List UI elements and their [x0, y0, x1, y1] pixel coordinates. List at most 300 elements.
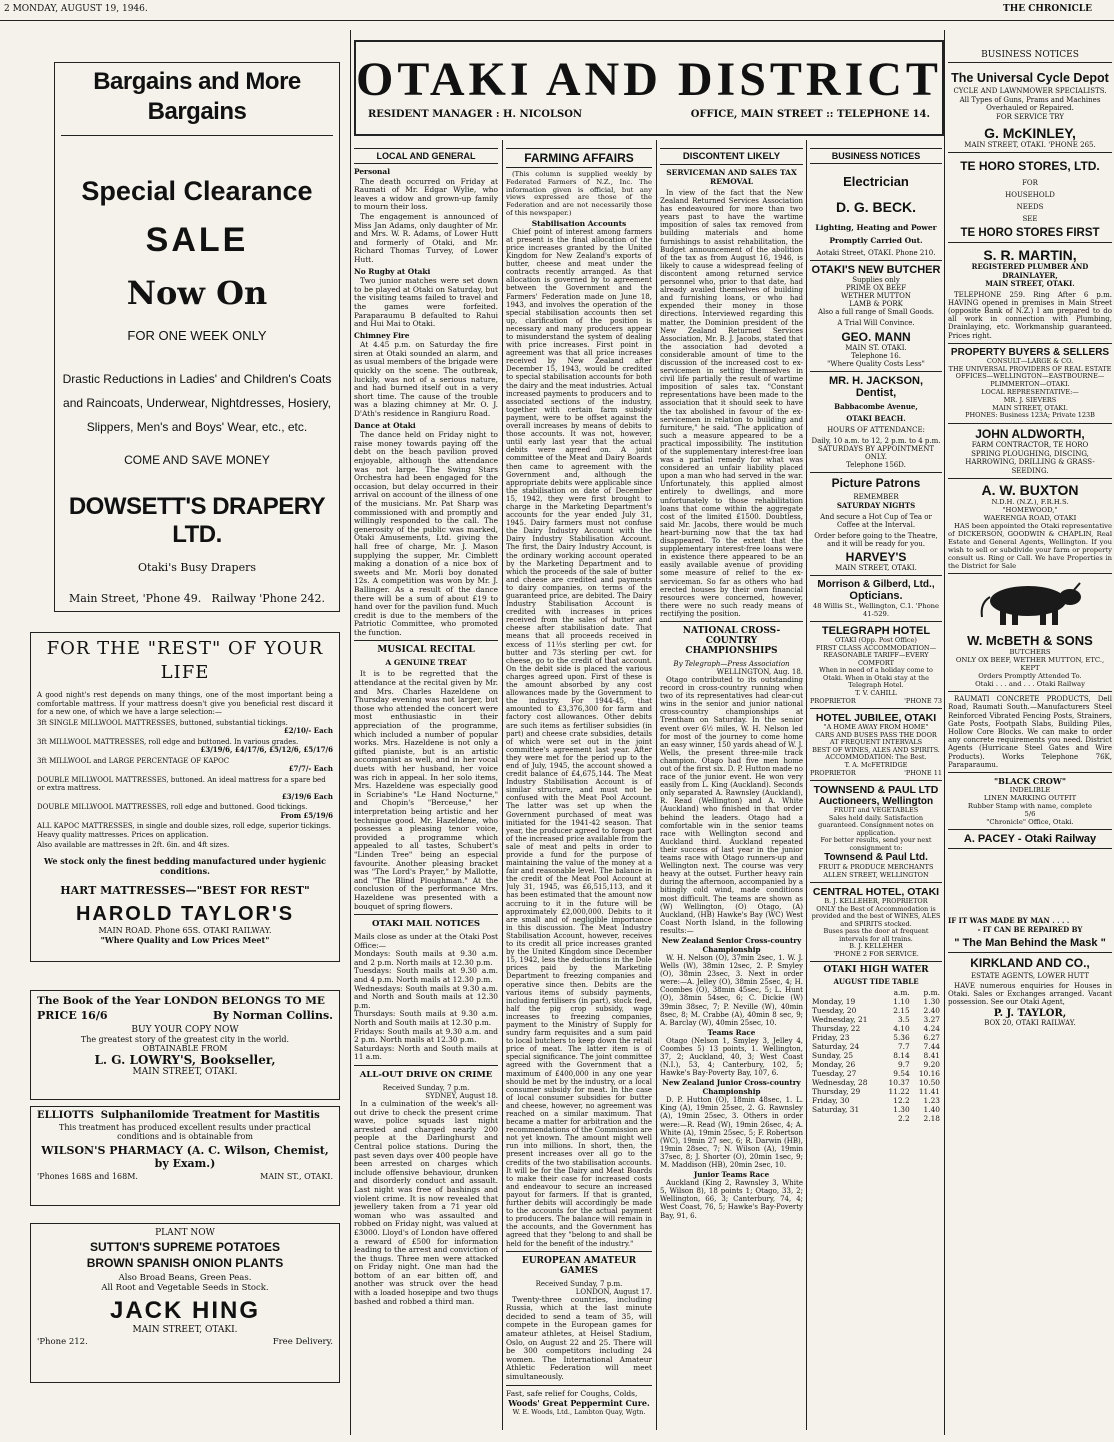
tide-am: 1.10: [893, 997, 910, 1006]
local-subhead: Dance at Otaki: [354, 420, 416, 430]
tide-pm: 2.18: [923, 1114, 940, 1123]
martin-line: MAIN STREET, OTAKI.: [985, 279, 1075, 288]
col-rule-1: [350, 30, 351, 1435]
jubilee-lines: [810, 724, 942, 769]
teams-heading: Teams Race: [707, 1027, 756, 1037]
woods-line1: Fast, safe relief for Coughs, Colds,: [506, 1388, 638, 1398]
crime-received: Received Sunday, 7 p.m.: [382, 1084, 470, 1092]
jubilee-line: T. A. McFETRIDGE: [844, 760, 908, 769]
euro-body: Twenty-three countries, including Russia, which at the last minute decided to send a team of 35, will compete in the European games for amateur athletes, at Heisel Stadium, Oslo, on August 22 and 25. There will be 300 competitors including 24 women. The International Amateur Athletic Federation will meet simultaneously.: [506, 1294, 652, 1381]
tehoro-line: FOR: [1022, 179, 1038, 187]
mattress-item-price: £3/19/6 Each: [281, 791, 333, 801]
euro-received: Received Sunday, 7 p.m.: [535, 1279, 623, 1288]
townsend-line: Sales held daily. Satisfaction guaranteed. Consignment notes on application.: [818, 813, 934, 837]
tide-pm: 7.44: [923, 1042, 940, 1051]
tide-day: Thursday, 22: [812, 1024, 861, 1033]
central-lines: [810, 898, 942, 958]
hing-line1: SUTTON'S SUPREME POTATOES: [90, 1240, 280, 1254]
central-line: 'PHONE 2 FOR SERVICE.: [833, 949, 919, 958]
col-rule-5: [944, 30, 945, 1435]
property-line: OFFICES—WELLINGTON—EASTBOURNE—PLIMMERTON—OTAKI.: [955, 372, 1105, 389]
central-line: Buses pass the door at frequent intervals for all trains.: [823, 927, 929, 943]
harvey-addr: MAIN STREET, OTAKI.: [835, 564, 917, 572]
butcher-line: WETHER MUTTON: [840, 292, 912, 300]
jackson-addr: Babbacombe Avenue,: [834, 402, 918, 411]
tide-day: Tuesday, 20: [812, 1006, 857, 1015]
martin-line: REGISTERED PLUMBER AND DRAINLAYER,: [971, 262, 1089, 280]
tide-am: 7.7: [897, 1042, 910, 1051]
tehoro-lines: [948, 177, 1112, 225]
mcbeth-lines: [948, 648, 1112, 688]
crime-heading: ALL-OUT DRIVE ON CRIME: [359, 1070, 493, 1080]
beck-name: D. G. BECK.: [835, 199, 917, 215]
crow-line: INDELIBLE: [1009, 785, 1051, 794]
jubilee-line: "A HOME AWAY FROM HOME": [823, 723, 929, 731]
aldworth-name: JOHN ALDWORTH,: [975, 427, 1085, 442]
order-before: Order before going to the Theatre, and it will be ready for you.: [814, 532, 938, 548]
masthead-title: OTAKI AND DISTRICT: [356, 53, 942, 106]
local-subhead: Personal: [354, 167, 391, 176]
morrison-addr: 48 Willis St., Wellington, C.1. 'Phone 41-529.: [812, 602, 940, 618]
ncc-senior-sub: New Zealand Senior Cross-country Championship: [661, 935, 802, 954]
hing-phone: 'Phone 212.: [37, 1337, 88, 1347]
tide-am: 2.15: [893, 1006, 910, 1015]
cycle-depot: The Universal Cycle Depot: [951, 71, 1109, 85]
townsend-name: TOWNSEND & PAUL LTD: [813, 784, 939, 796]
tide-row: [810, 1015, 942, 1024]
mattress-item-price: £3/19/6, £4/17/6, £5/12/6, £5/17/6: [200, 745, 333, 754]
telegraph-line: OTAKI (Opp. Post Office): [835, 636, 917, 644]
junior-teams-heading: Junior Teams Race: [693, 1170, 770, 1180]
mann-name: GEO. MANN: [841, 330, 911, 344]
hart-mattresses: HART MATTRESSES—"BEST FOR REST": [60, 883, 310, 897]
mcbeth-line: Otaki . . . and . . . Otaki Railway: [975, 680, 1085, 689]
townsend-auct: Auctioneers, Wellington: [818, 796, 934, 807]
taylor-stock: We stock only the finest bedding manufactured under hygienic conditions.: [44, 855, 326, 876]
woods-line2: Woods' Great Peppermint Cure.: [508, 1397, 650, 1408]
beck-addr: Aotaki Street, OTAKI. Phone 210.: [816, 249, 936, 257]
central-line: B. J. KELLEHER: [849, 942, 903, 950]
lowry-obtain: OBTAINABLE FROM: [142, 1044, 228, 1053]
mattress-item: [37, 803, 333, 820]
tehoro-line: HOUSEHOLD: [1005, 191, 1055, 199]
tide-pm-header: p.m.: [923, 988, 940, 997]
tide-pm: 1.30: [923, 997, 940, 1006]
crow-line: 5/6: [1024, 809, 1036, 818]
tide-day: Monday, 26: [812, 1060, 856, 1069]
tide-am: 10.37: [888, 1078, 910, 1087]
opticians: Opticians.: [849, 590, 903, 602]
property-heading: PROPERTY BUYERS & SELLERS: [950, 346, 1110, 358]
discontent-column: [660, 148, 803, 1438]
lowry-greatest: The greatest story of the greatest city in the world.: [80, 1035, 290, 1044]
tide-row: [810, 1006, 942, 1015]
mcbeth-line: ONLY OX BEEF, WETHER MUTTON, ETC., KEPT: [955, 656, 1105, 673]
tide-am-header: a.m.: [893, 988, 910, 997]
lowry-ad: [30, 990, 340, 1100]
butcher-line: PRIME OX BEEF: [845, 284, 907, 292]
local-paragraph: Two junior matches were set down to be played at Otaki on Saturday, but the visiting teams failed to travel and the games were forfeited. Paraparaumu B defaulted to Rahui and Hui Mai to Otaki.: [354, 276, 498, 329]
hours-sat: SATURDAYS BY APPOINTMENT ONLY.: [817, 445, 935, 461]
elliotts: ELLIOTTS: [37, 1110, 94, 1121]
tide-am: 11.22: [888, 1087, 910, 1096]
mattress-item-text: DOUBLE MILLWOOL MATTRESSES, roll edge and buttoned. Good tickings.: [37, 803, 308, 811]
farming-heading: FARMING AFFAIRS: [506, 148, 652, 168]
mattress-item-price: £7/7/- Each: [288, 764, 333, 773]
tide-day: Sunday, 25: [812, 1051, 854, 1060]
resident-manager: RESIDENT MANAGER : H. NICOLSON: [368, 109, 583, 120]
mattress-item: [37, 776, 333, 802]
tide-pm: 3.27: [923, 1015, 940, 1024]
tide-day: Wednesday, 21: [812, 1015, 868, 1024]
taylor-intro: A good night's rest depends on many things, one of the most important being a comfortable mattress. If your mattress doesn't give you beneficial rest discard it for a new one, of which we have a large selection:—: [37, 691, 333, 716]
tehoro-line: NEEDS: [1016, 203, 1044, 211]
mattress-item-text: Also available are mattresses in 2ft. 6in. and 4ft sizes.: [37, 841, 230, 849]
mattress-item: [37, 757, 333, 774]
tide-pm: 6.27: [923, 1033, 940, 1042]
tide-row: [810, 1069, 942, 1078]
beck-prompt: Promptly Carried Out.: [829, 236, 923, 245]
dowsett-name: DOWSETT'S DRAPERY LTD.: [68, 493, 326, 548]
taylor-ad: [30, 632, 340, 962]
local-subhead: No Rugby at Otaki: [354, 266, 431, 276]
taylor-items: [37, 719, 333, 850]
tide-pm: 11.41: [918, 1087, 940, 1096]
tide-table: [810, 988, 942, 1123]
kirkland-body: HAVE numerous enquiries for Houses in Otaki. Sales or Exchanges arranged. Vacant possession. See our Otaki Agent,: [948, 981, 1112, 1007]
tide-row: [810, 1042, 942, 1051]
telegraph-lines: [810, 637, 942, 697]
townsend-line: For better results, send your next consignment to:: [820, 836, 932, 852]
mattress-item-price: From £5/19/6: [280, 810, 333, 820]
discontent-heading: DISCONTENT LIKELY: [660, 148, 803, 165]
tide-row: [810, 1024, 942, 1033]
tide-row: [810, 1033, 942, 1042]
tide-am: 9.54: [893, 1069, 910, 1078]
martin-body: TELEPHONE 259. Ring After 6 p.m. HAVING opened in premises in Main Street (opposite Bank of N.Z.) I am prepared to do all work in connection with Plumbing, Drainlaying, etc. Workmanship guaranteed. Prices right.: [948, 290, 1112, 340]
telegraph-line: T. V. CAHILL: [855, 688, 897, 697]
mattress-item-text: 3ft SINGLE MILLWOOL MATTRESSES, buttoned, substantial tickings.: [37, 718, 288, 727]
jackson-tel: Telephone 156D.: [846, 461, 906, 469]
local-paragraph: The engagement is announced of Miss Jan Adams, only daughter of Mr. and Mrs. W. R. Adams, of Lower Hutt and formerly of Otaki, and Mr. Richard Thomas Turvey, of Lower Hutt.: [354, 211, 498, 264]
mattress-item-text: 3ft MILLWOOL and LARGE PERCENTAGE OF KAPOC: [37, 756, 230, 765]
tide-pm: 2.40: [923, 1006, 940, 1015]
lowry-book: The Book of the Year LONDON BELONGS TO ME: [37, 995, 325, 1007]
bull-icon: [948, 577, 1112, 629]
farming-note: (This column is supplied weekly by Federated Farmers of N.Z., Inc. The information given is official, but any views expressed are those of the Federation and are not necessarily those of this newspaper.): [506, 170, 652, 217]
taylor-agent: P. J. TAYLOR,: [993, 1007, 1067, 1019]
col-rule-3: [656, 140, 657, 1430]
dowsett-phone-railway: Railway 'Phone 242.: [211, 592, 325, 605]
junior-results: D. P. Hutton (O), 18min 48sec, 1. L. King (A), 19min 25sec, 2. G. Rawnsley (A), 19min 25sec, 3. Others in order were:—R. Read (W), 19min 26sec, 4; A. White (A), 19min 25sec, 5; F. Robertson (WC), 19min 27 sec, 6; R. Darwin (HB), 19min 28sec, 7; N. Wilson (A), 19min 37sec, 8; J. Shorter (O), 20min 1sec, 9; M. Maddison (HB), 20min 2sec, 10.: [660, 1096, 803, 1170]
mail-line: Mondays: South mails at 9.30 a.m. and 2 p.m. North mails at 12.30 p.m.: [354, 949, 498, 967]
local-paragraph: The dance held on Friday night to raise money towards paying off the debt on the beach pavilion proved enjoyable, although the attendance was not large. The Swing Stars Orchestra had been engaged for the occasion, but delay occurred in their arrival on account of the illness of one of the musicians. Mr. Pat Sharp was commissioned with and promptly and willingly responded to the call. The generosity of the public was marked, Otaki Amusements, Ltd. giving the hall free of charge, Mr. J. Mason supplying the supper, Mr. Cimblett making a donation of a nice box of sweets and Mr. Morli boy donated 12s. A competition was won by Mr. J. Ballinger. As a result of the dance there will be a sum of about £19 to hand over for the pavilion fund. Much credit is due to the members of the Patriotic Committee, who promoted the function.: [354, 430, 498, 637]
crow-line: LINEN MARKING OUTFIT: [983, 793, 1077, 802]
tide-day: [810, 1114, 881, 1123]
crime-dateline: SYDNEY, August 18.: [425, 1092, 498, 1100]
taylor-addr: MAIN ROAD. Phone 65S. OTAKI RAILWAY.: [98, 925, 272, 935]
jackson-name: MR. H. JACKSON,: [828, 375, 924, 387]
mckinley-addr: MAIN STREET, OTAKI. 'PHONE 265.: [964, 141, 1096, 149]
property-line: THE UNIVERSAL PROVIDERS OF REAL ESTATE: [948, 364, 1112, 373]
ncc-senior-results: W. H. Nelson (O), 37min 2sec, 1. W. J. Wells (W), 38min 12sec, 2. P. Smyley (O), 38min 23sec, 3. Next in order were:—A. Jelley (O), 38min 25sec, 4; H. Coombes (O), 38min 45sec, 5; L. Hunt (O), 38min 54sec, 6; C. Dickie (W) 39min 38sec, 7; P. Neville (W), 40min 8sec, 8; M. Crabbe (A), 40min 8 sec, 9; A. Barclay (W), 40min 25sec, 10.: [660, 953, 803, 1027]
tide-day: Wednesday, 28: [812, 1078, 868, 1087]
dowsett-phone-main: Main Street, 'Phone 49.: [69, 592, 202, 605]
now-on: Now On: [126, 274, 268, 312]
mail-line: Mails close as under at the Otaki Post Office:—: [354, 932, 498, 950]
property-line: MAIN STREET, OTAKI.: [992, 403, 1068, 412]
mattress-item-price: £2/10/- Each: [283, 726, 333, 735]
buxton-line: WAERENGA ROAD, OTAKI: [983, 514, 1077, 523]
drastic-text: Drastic Reductions in Ladies' and Children's Coats and Raincoats, Underwear, Nightdresses, Hosiery, Slippers, Men's and Boys' Wear, etc., etc.: [62, 372, 332, 434]
aldworth-lines: [948, 441, 1112, 475]
one-week: FOR ONE WEEK ONLY: [127, 328, 267, 343]
mail-list: [354, 933, 498, 1062]
tide-day: Saturday, 24: [812, 1042, 860, 1051]
page-date: 2 MONDAY, AUGUST 19, 1946.: [4, 4, 148, 14]
central-line: B. J. KELLEHER, PROPRIETOR: [824, 897, 928, 905]
telegraph-name: TELEGRAPH HOTEL: [821, 625, 931, 637]
jubilee-phone: 'PHONE 11: [904, 769, 942, 777]
morrison-name: Morrison & Gilberd, Ltd.,: [817, 579, 935, 590]
mcbeth-line: BUTCHERS: [1009, 648, 1051, 657]
butcher-trial: A Trial Will Convince.: [837, 319, 915, 327]
buxton-line: "HOMEWOOD,": [1002, 506, 1058, 515]
cycle-line: FOR SERVICE TRY: [996, 112, 1064, 121]
central-name: CENTRAL HOTEL, OTAKI: [812, 886, 940, 898]
tide-am: 1.30: [893, 1105, 910, 1114]
ncc-byline: By Telegraph—Press Association: [673, 659, 790, 668]
townsend-lines: [810, 807, 942, 852]
taylor-motto: "Where Quality and Low Prices Meet": [100, 934, 270, 945]
come-save: COME AND SAVE MONEY: [124, 453, 270, 467]
jubilee-proprietor: PROPRIETOR: [810, 769, 856, 777]
cycle-lines: [948, 87, 1112, 121]
ncc-body: Otago contributed to its outstanding record in cross-country running when two of its representatives had clear-cut wins in the senior and junior national cross-country championships at Trentham on Saturday. In the senior event over 6½ miles, W. H. Nelson led for most of the journey to come home an easy winner, 150 yards ahead of W. J. Wells, the present three-mile track champion. Otago had five men home out of the first six. D. P. Hutton made no race of the junior event. He won very easily from L. King (Auckland). Seconds only separated A. Rawnsley (Auckland), R. Read (Wellington) and A. White (Auckland) who finished in that order behind the leaders. Otago had a comfortable win in the senior teams race with Wellington second and Auckland third. Auckland repeated their success of last year in the junior teams race with Otago runners-up and Wellington next. The course was very heavy at the outset. Further heavy rain during the afternoon, accompanied by a bitingly cold wind, made conditions most difficult. The teams are shown as (W) Wellington, (O) Otago, (A) Auckland, (HB) Hawke's Bay (WC) West Coast North Island, in the following results:—: [660, 675, 803, 935]
tide-row: [810, 1105, 942, 1114]
tehoro-line: SEE: [1022, 215, 1038, 223]
tide-pm: 10.50: [918, 1078, 940, 1087]
jackson-dentist: Dentist,: [855, 387, 897, 399]
lowry-name: L. G. LOWRY'S, Bookseller,: [94, 1053, 276, 1067]
butcher-line: LAMB & PORK: [849, 300, 903, 308]
property-line: LOCAL REPRESENTATIVE:—: [981, 387, 1079, 396]
martin-lines: [948, 263, 1112, 289]
tide-row: [810, 1087, 942, 1096]
hing-addr: MAIN STREET, OTAKI.: [132, 1325, 238, 1335]
hours-heading: HOURS OF ATTENDANCE:: [827, 426, 925, 434]
telegraph-line: When in need of a holiday come to Otaki. When in Otaki stay at the Telegraph Hotel.: [819, 666, 933, 689]
taylor-box: BOX 20, OTAKI RAILWAY.: [984, 1018, 1076, 1027]
jubilee-line: BEST OF WINES, ALES AND SPIRITS.: [812, 745, 940, 754]
mail-line: Fridays: South mails at 9.30 a.m. and 2 p.m. North mails at 12.30 p.m.: [354, 1026, 498, 1045]
butcher-line: Supplies only: [852, 276, 900, 284]
tide-day: Saturday, 31: [812, 1105, 860, 1114]
tide-pm: 1.40: [923, 1105, 940, 1114]
hing-line2: BROWN SPANISH ONION PLANTS: [86, 1256, 284, 1270]
telegraph-line: FIRST CLASS ACCOMMODATION—REASONABLE TARIFF—EVERY COMFORT: [815, 643, 937, 667]
mann-tel: Telephone 16.: [851, 352, 901, 360]
tide-pm: 4.24: [923, 1024, 940, 1033]
wilson-title: Sulphanilomide Treatment for Mastitis: [100, 1110, 320, 1121]
euro-heading: EUROPEAN AMATEUR GAMES: [521, 1255, 637, 1276]
recital-body: It is to be regretted that the attendance at the recital given by Mr. and Mrs. Charles Hazeldene on Thursday evening was not larger, but those who attended the concert were most enthusiastic in their appreciation of the programme, which included a number of popular works. Mrs. Hazeldene is not only a gifted pianiste, but is an artistic accompanist as well, and in her vocal duets with her husband, her voice was rich in appeal. In her solo items, Mrs. Hazeldene was especially good in Scriabine's "Le Hand Nocturne," and Chopin's "Berceuse," her interpretation being artistic and her technique good. Mr. Hazeldene, who possesses a pleasing tenor voice, provided a programme which appealed to all tastes, Schubert's "Linden Tree" being an especial favourite. Another pleasing bracket was "The Lord's Prayer," by Mallotte, and "The Blind Ploughman." At the conclusion of the performance Mrs. Hazeldene was presented with a bouquet of spring flowers.: [354, 669, 498, 911]
tide-am: 4.10: [893, 1024, 910, 1033]
mann-motto: "Where Quality Costs Less": [827, 360, 925, 368]
hing-line4: All Root and Vegetable Seeds in Stock.: [101, 1283, 269, 1293]
tide-am: 12.2: [893, 1096, 910, 1105]
plant-now: PLANT NOW: [155, 1228, 215, 1238]
dowsett-ad: [54, 62, 340, 612]
tehoro-name: TE HORO STORES, LTD.: [960, 159, 1100, 173]
hing-name: JACK HING: [109, 1297, 260, 1324]
mckinley-name: G. McKINLEY,: [984, 125, 1076, 141]
mail-line: Thursdays: South mails at 9.30 a.m. North and South mails at 12.30 p.m.: [354, 1009, 498, 1028]
cycle-line: All Types of Guns, Prams and Machines Overhauled or Repaired.: [959, 95, 1101, 112]
notices4-heading: BUSINESS NOTICES: [810, 148, 942, 164]
local-column: [354, 148, 498, 1438]
junior-sub: New Zealand Junior Cross-country Championship: [662, 1078, 801, 1097]
ncc-dateline: WELLINGTON, Aug. 18.: [716, 667, 803, 676]
mattress-item: [37, 822, 333, 839]
harvey-name: HARVEY'S: [845, 550, 907, 564]
telegraph-phone: 'PHONE 73: [904, 697, 942, 705]
buxton-line: N.D.H. (N.Z.), F.R.H.S.: [991, 498, 1069, 507]
electrician: Electrician: [843, 174, 909, 189]
pacey-name: A. PACEY - Otaki Railway: [963, 832, 1097, 845]
man-behind-mask: " The Man Behind the Mask ": [954, 936, 1106, 949]
ncc-heading: NATIONAL CROSS-COUNTRY CHAMPIONSHIPS: [682, 625, 781, 656]
wilson-phones: 'Phones 168S and 168M.: [37, 1172, 138, 1181]
local-paragraph: At 4.45 p.m. on Saturday the fire siren at Otaki sounded an alarm, and as usual members of the brigade were quickly on the scene. The outbreak, luckily, was not of a serious nature, and had burned itself out in a very short time. The cause of the trouble was a blazing chimney at Mr. O. J. D'Ath's residence in Rangiuru Road.: [354, 340, 498, 419]
aldworth-line: FARM CONTRACTOR, TE HORO: [971, 441, 1089, 450]
tide-row: [810, 997, 942, 1006]
masthead: [354, 40, 944, 136]
buxton-body: HAS been appointed the Otaki representative of DICKERSON, GOODWIN & CHAPLIN, Real Estate and General Agents, Wellington. If you wish to sell or subdivide your farm or property consult us. Ring or Call. We have Properties in the District for Sale: [948, 522, 1112, 571]
tide-row: [810, 1051, 942, 1060]
page-header: [0, 4, 1114, 18]
tide-am: 3.5: [897, 1015, 910, 1024]
local-heading: LOCAL AND GENERAL: [354, 148, 498, 164]
euro-dateline: LONDON, August 17.: [575, 1287, 652, 1296]
header-rule: [0, 20, 1114, 21]
wilson-body: This treatment has produced excellent results under practical conditions and is obtainable from: [59, 1123, 311, 1141]
notices4-column: [810, 148, 942, 1438]
tide-row: [810, 1060, 942, 1069]
kirkland-addr: ESTATE AGENTS, LOWER HUTT: [970, 971, 1090, 980]
junior-teams-results: Auckland (King 2, Rawnsley 3, White 5, Wilson 8), 18 points 1; Otago, 33, 2; Wellington, 66, 3; Canterbury, 74, 4; West Coast, 76, 5; Hawke's Bay-Poverty Bay, 91, 6.: [660, 1179, 803, 1220]
townsend-line: FRUIT and VEGETABLES: [833, 806, 919, 814]
mann-addr: MAIN ST. OTAKI.: [845, 344, 907, 352]
tide-heading: OTAKI HIGH WATER: [823, 965, 929, 975]
tide-am: 5.36: [893, 1033, 910, 1042]
raumati-body: RAUMATI CONCRETE PRODUCTS, Dell Road, Raumati South.—Manufacturers Steel Reinforced Vibrated Fencing Posts, Strainers, Gate Posts, Footpath Slabs, Building Piles, Hollow Core Blocks. We can make to order any concrete requirements you need. District Agents (Hurricane Steel Gates and Wire Products). Works Telephone 76K, Paraparaumu.: [948, 695, 1112, 769]
tide-row: [810, 1096, 942, 1105]
woods-line3: W. E. Woods, Ltd., Lambton Quay, Wgtn.: [512, 1407, 646, 1416]
butcher-lines: [810, 276, 942, 308]
tehoro-first: TE HORO STORES FIRST: [960, 227, 1100, 239]
col-rule-2: [502, 140, 503, 1430]
townsend-fruit: FRUIT & PRODUCE MERCHANTS: [818, 863, 934, 871]
townsend-name2: Townsend & Paul Ltd.: [824, 852, 928, 863]
farming-body: Chief point of interest among farmers at present is the final allocation of the price increases granted by the United Kingdom for New Zealand's exports of butter, cheese and meat under the contracts recently arranged. As that allocation is governed by to agreement between the Government and the Farmers' Federation made on June 18, 1943, and involves the operation of the special stabilisation accounts then set up, clarification of the position is necessary and many producers appear to misunderstand the system of dealing with price increases. First point in agreement was that all price increases received by New Zealand after December 15, 1943, would be credited to special stabilisation accounts for both the dairy and the meat industries. Actual increased payments to producers and to associated sections of the industry, together with certain farm subsidy payment, were to be offset against the overall increases by means of debits to those accounts. It was not, however, until early last year that the actual debits were agreed on. A joint committee of the Meat and Dairy Boards then came to agreement with the Government and, although the appropriate debits were applicable since the stabilisation on date of December 15, 1942, they were first brought to charge in the Marketing Department's accounts for the year ended July 31, 1945. Dairy farmers must not confuse the Dairy Industry Account with the Dairy Industry Stabilisation Account. The first, the Dairy Industry Account, is the ordinary working account operated by the Marketing Department and to which the proceeds of the sale of butter and cheese are credited and payments to dairy companies, on terms of the guaranteed price, are debited. The Dairy Industry Stabilisation Account is credited with increases in prices received from the sales of butter and cheese after stabilisation date. That means that all proceeds received in excess of 11½s sterling per cwt. for butter and 73s sterling per cwt. for cheese, go to the credit of that account. On the debit side is placed the various charges agreed upon. First of these is the amount absorbed by any cost allowances made by the Government to the industry. For 1944-45, that amounted to £3,376,300 for farm and factory cost allowances. Other debits are such items as fertiliser subsidies (in part) and cheese crate subsidies, details of which were set out in the joint committee's agreement last year. After they were met for the period up to the end of July, 1945, the account showed a credit balance of £4,675,144. The Meat Industry Stabilisation Account is of similar structure, and must not be confused with the Meat Pool Account. The latter was set up when the Government purchased of meat was initiated for the 1941-42 season. That year, the producer agreed to forego part of the increased price available from the sale of meat and pelts in order to provide a fund for the purpose of maintaining the value of the money at a fair and reasonable level. The balance in the credit of the Meat Pool Account at July 31, 1945, was £6,515,113, and it has been estimated that the amount now accruing to it in the future will be approximately £2,000,000. Debits to it are small and of negligible importance in this discussion. The Meat Industry Stabilisation Account, however, receives to its credit all price increases granted by the United Kingdom since December 15, 1942, less the deductions in the Dole prices paid by the Marketing Department to freezing companies and operative since then. Debits are the various items of subsidy payments, including fertilisers (in part), stock feed, half the pig crop subsidy, wage increases to freezing companies, payment to the Ministry of Supply for sundry farm requisites and a sum paid to local butchers to keep down the retail price of meat. The latter item is of special significance. The joint committee agreed with the Government that a maximum of £400,000 in any one year should be met by the industry, or a local consumer subsidy for meat. In the case of local consumer subsidies for butter and cheese, however, no agreement was reached on a similar maximum. That became a matter for arbitration and the recommendations of the Commission are not yet known. The amount might well run into millions. In short, then, the present increases over all go to the credits of the two stabilisation accounts. It will be for the Dairy and Meat Boards to make their case for increased costs and endeavour to secure an increased payout for farmers. If that is granted, further debits will accordingly be made to the accounts for the actual payment to producers. The balance will remain in the accounts, and the Government has agreed that they "belong to and shall be held for the benefit of the industry.": [506, 227, 652, 1248]
aldworth-line: SPRING PLOUGHING, DISCING, HARROWING, DRILLING & GRASS-SEEDING.: [965, 449, 1095, 475]
lowry-addr: MAIN STREET, OTAKI.: [132, 1067, 238, 1077]
beck-light: Lighting, Heating and Power: [815, 223, 937, 232]
tide-pm: 10.16: [918, 1069, 940, 1078]
property-line: MR. J. SIEVERS: [1003, 395, 1057, 404]
tide-day: Tuesday, 27: [812, 1069, 857, 1078]
can-be-repaired: - IT CAN BE REPAIRED BY: [977, 924, 1083, 934]
townsend-addr: ALLEN STREET, WELLINGTON: [823, 871, 929, 879]
local-paragraphs: [354, 168, 498, 637]
local-paragraph: The death occurred on Friday at Raumati of Mr. Edgar Wylie, who leaves a widow and grown-up family to mourn their loss.: [354, 176, 498, 212]
mattress-item-text: DOUBLE MILLWOOL MATTRESSES, buttoned. An ideal mattress for a spare bed or extra mattress.: [37, 775, 326, 792]
mail-heading: OTAKI MAIL NOTICES: [372, 919, 480, 930]
property-line: CONSULT—LARGE & CO.: [986, 356, 1074, 365]
buxton-name: A. W. BUXTON: [981, 482, 1079, 499]
mail-line: Wednesdays: South mails at 9.30 a.m. and North and South mails at 12.30 p.m.: [354, 983, 498, 1010]
discontent-body: In view of the fact that the New Zealand Returned Services Association has endeavoured for more than two years past to have the wartime imposition of sales tax removed from building materials and home furnishings to assist rehabilitation, the Budget announcement of the abolition of the tax as from August 16, 1946, is likely to cause a widespread feeling of discontent among returned service personnel who, prior to that date, had already availed themselves of building and furnishing loans, or who had expended their money in those directions. Interviewed regarding this matter, the Dominion president of the New Zealand Returned Services Association, Mr. B. J. Jacobs, stated that the association had devoted a considerable amount of time to the discussion of the increased cost to ex-servicemen in setting themselves in civil life partially the result of wartime imposition of sales tax. "Constant representations have been made to the association that it should seek to have the tax abolished in favour of the ex-servicemen in relation to building and furniture," he said. "The application of such a measure appeared to be a practical impossibility. The institution of the supplementary interest-free loan was a partial remedy for what was considered an unfair liability placed upon a man who had served in the war. Unfortunately, this applied almost entirely to dwellings, and more unfortunately to those rehabilitation loans that come within the aggregate cost of the limited £1500. Doubtless, said Mr. Jacobs, there would be much heart-burning now that the tax had disappeared. To the extent that the supplementary interest-free loans were in existence there appeared to be an easily available avenue of providing some measure of relief to the ex-serviceman. So far as others who had erected houses by their own financial resources were concerned, however, there were no such ready means of rectifying the position.: [660, 189, 803, 618]
crow-line: Rubber Stamp with name, complete: [967, 801, 1093, 810]
tide-am: 9.7: [897, 1060, 910, 1069]
taylor-title: FOR THE "REST" OF YOUR LIFE: [46, 638, 324, 683]
tide-day: Friday, 30: [812, 1096, 850, 1105]
wilson-name: WILSON'S PHARMACY (A. C. Wilson, Chemist, by Exam.): [41, 1144, 329, 1170]
paper-name: THE CHRONICLE: [1003, 4, 1092, 14]
saturday-nights: SATURDAY NIGHTS: [836, 501, 916, 510]
mattress-item: [37, 719, 333, 736]
kirkland-name: KIRKLAND AND CO.,: [970, 955, 1090, 970]
hours-daily: Daily, 10 a.m. to 12, 2 p.m. to 4 p.m.: [811, 437, 941, 445]
mail-line: Saturdays: North and South mails at 11 a.m.: [354, 1043, 498, 1062]
telegraph-proprietor: PROPRIETOR: [810, 697, 856, 705]
wilson-addr: MAIN ST., OTAKI.: [260, 1172, 333, 1181]
special-clearance: Special Clearance: [81, 176, 313, 206]
lowry-author: By Norman Collins.: [213, 1009, 333, 1022]
picture-patrons: Picture Patrons: [831, 476, 921, 490]
notices5-heading: BUSINESS NOTICES: [948, 50, 1112, 63]
crow-line: "Chronicle" Office, Otaki.: [986, 817, 1074, 826]
crime-body: In a culmination of the week's all-out drive to check the present crime wave, police squads last night arrested and charged nearly 200 people at the Darlinghurst and Central police stations. During the past seven days over 400 people have been arrested on charges which include offensive behaviour, drunken and disorderly conduct and assault. Last night was free of bashings and violent crime. It is now revealed that jewellery taken from a 71 year old woman who was assaulted and robbed on Friday night, was valued at £3000. Lloyd's of London have offered a reward of £500 for information leading to the arrest and conviction of the thugs. Three men were attacked on Friday night. One man had the bottom of an ear bitten off, and another was struck over the head with a loaded hosepipe and two thugs bashed and robbed a third man.: [354, 1099, 498, 1306]
wilson-ad: [30, 1106, 340, 1206]
jubilee-line: ACCOMMODATION: The Best.: [825, 753, 927, 761]
mattress-item: [37, 841, 333, 850]
masthead-office: OFFICE, MAIN STREET :: TELEPHONE 14.: [690, 109, 930, 120]
tide-day: Friday, 23: [812, 1033, 850, 1042]
property-line: PHONES: Business 123A; Private 123B: [965, 411, 1095, 420]
teams-results: Otago (Nelson 1, Smyley 3, Jelley 4, Coombes 5) 13 points, 1. Wellington, 37, 2; Auckland, 40, 3; West Coast (N.I.), 53, 4; Canterbury, 102, 5; Hawke's Bay-Poverty Bay, 107, 6.: [660, 1036, 803, 1078]
jubilee-line: CARS AND BUSES PASS THE DOOR AT FREQUENT INTERVALS: [815, 730, 937, 746]
taylor-name: HAROLD TAYLOR'S: [75, 902, 295, 925]
lowry-buy: BUY YOUR COPY NOW: [131, 1025, 239, 1035]
tide-sub: AUGUST TIDE TABLE: [833, 977, 919, 986]
butcher-heading: OTAKI'S NEW BUTCHER: [811, 264, 941, 276]
dowsett-tag: Otaki's Busy Drapers: [138, 561, 256, 574]
farming-sub: Stabilisation Accounts: [531, 218, 627, 228]
tide-am: 2.2: [897, 1114, 910, 1123]
property-lines: [948, 358, 1112, 420]
jackson-beach: OTAKI BEACH.: [846, 414, 906, 423]
martin-name: S. R. MARTIN,: [983, 247, 1077, 263]
mail-line: Tuesdays: South mails at 9.30 a.m. and 4 p.m. North mails at 12.30 p.m.: [354, 966, 498, 985]
local-subhead: Chimney Fire: [354, 330, 410, 340]
tide-pm: 9.20: [923, 1060, 940, 1069]
recital-sub: A GENUINE TREAT: [385, 658, 467, 668]
col-rule-4: [806, 140, 807, 1430]
hot-cup: And secure a Hot Cup of Tea or Coffee at the Interval.: [820, 513, 932, 529]
tide-pm: 1.23: [923, 1096, 940, 1105]
